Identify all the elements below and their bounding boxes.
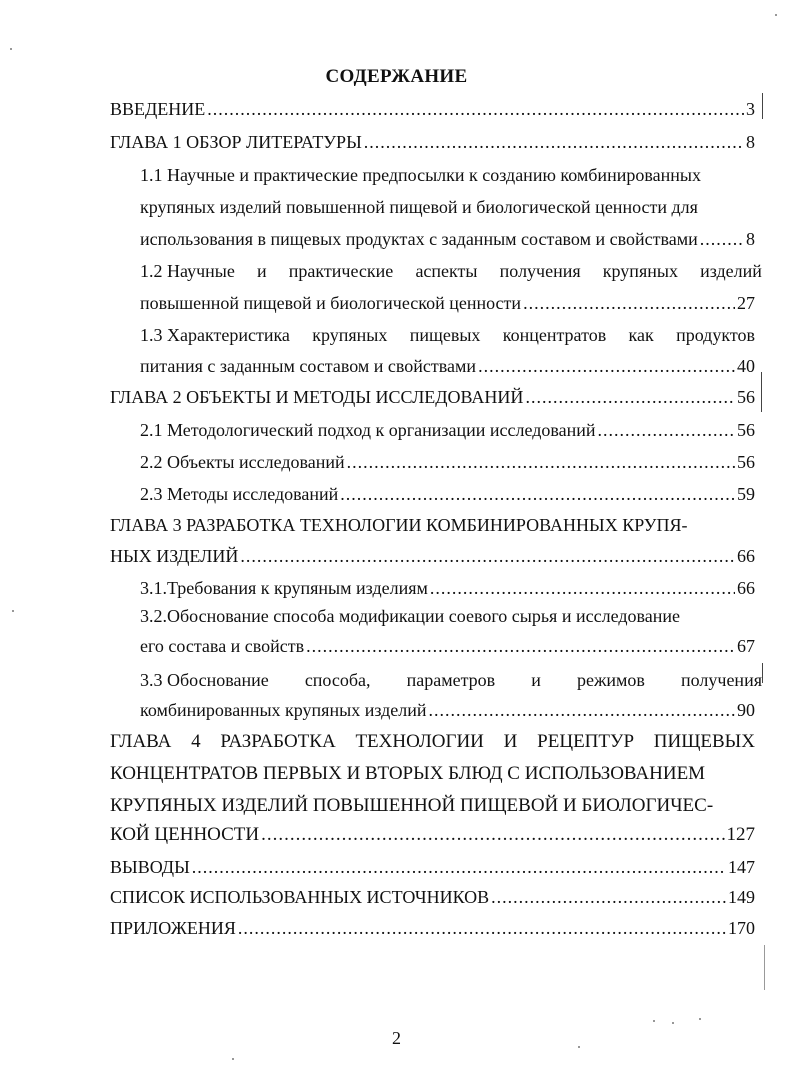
dot-leader [430, 577, 735, 599]
toc-entry-3-2-line-1 [140, 605, 755, 627]
toc-entry-2-1 [140, 419, 755, 441]
toc-page-number: 149 [728, 887, 755, 907]
toc-word: крупяных [602, 261, 678, 281]
toc-entry-label: КОЙ ЦЕННОСТИ [110, 824, 260, 845]
toc-page-number: 127 [726, 824, 755, 845]
toc-entry-1-2-line-1 [140, 260, 762, 282]
toc-entry-label: питания с заданным составом и свойствами [140, 356, 477, 376]
toc-word: и [531, 670, 541, 690]
toc-entry-label: 3.1.Требования к крупяным изделиям [140, 578, 428, 598]
dot-leader [523, 292, 735, 314]
toc-word: получения [499, 261, 581, 281]
toc-entry-label: комбинированных крупяных изделий [140, 700, 427, 720]
toc-entry-1-1-line-2 [140, 196, 755, 218]
toc-entry-label: ВВЕДЕНИЕ [110, 99, 206, 119]
dot-leader [261, 824, 724, 846]
scan-speck [10, 48, 12, 50]
toc-page-number: 67 [737, 636, 755, 656]
toc-entry-label: ВЫВОДЫ [110, 857, 190, 877]
toc-word: получения [681, 670, 762, 690]
dot-leader [525, 386, 735, 408]
toc-entry-appendices [110, 917, 755, 939]
toc-page-number: 56 [737, 452, 755, 472]
scan-speck [699, 1018, 701, 1020]
toc-entry-chapter-2 [110, 386, 755, 408]
toc-entry-label: ПРИЛОЖЕНИЯ [110, 918, 236, 938]
toc-word: РАЗРАБОТКА [220, 731, 336, 752]
dot-leader [340, 483, 735, 505]
toc-entry-label: 1.1 Научные и практические предпосылки к созданию комбинированных [140, 165, 701, 185]
scan-speck [775, 14, 777, 16]
toc-word: И [503, 731, 518, 752]
dot-leader [240, 545, 735, 567]
toc-entry-3-1 [140, 577, 755, 599]
toc-word: 1.2 Научные [140, 261, 235, 281]
toc-entry-1-1-line-1 [140, 164, 755, 186]
toc-word: практические [288, 261, 394, 281]
toc-entry-2-2 [140, 451, 755, 473]
scan-speck [653, 1020, 655, 1022]
dot-leader [347, 451, 735, 473]
dot-leader [598, 419, 735, 441]
toc-word: крупяных [312, 325, 388, 345]
scan-margin-mark [762, 663, 763, 683]
toc-word: 1.3 Характеристика [140, 325, 290, 345]
scan-margin-mark [761, 372, 762, 412]
toc-word: пищевых [409, 325, 481, 345]
toc-word: ТЕХНОЛОГИИ [355, 731, 484, 752]
toc-word: параметров [406, 670, 496, 690]
toc-entry-chapter-4-line-1 [110, 731, 755, 753]
toc-entry-conclusions [110, 856, 755, 878]
toc-entry-label: 2.1 Методологический подход к организации исследований [140, 420, 596, 440]
toc-entry-label: повышенной пищевой и биологической ценности [140, 293, 522, 313]
toc-page-number: 90 [737, 700, 755, 720]
toc-page-number: 170 [728, 918, 755, 938]
toc-entry-label: ГЛАВА 1 ОБЗОР ЛИТЕРАТУРЫ [110, 132, 362, 152]
toc-entry-references [110, 886, 755, 908]
scan-margin-mark [764, 945, 765, 990]
toc-entry-chapter-3-line-2 [110, 545, 755, 567]
dot-leader [429, 699, 735, 721]
dot-leader [238, 917, 726, 939]
dot-leader [192, 856, 726, 878]
toc-word: продуктов [676, 325, 755, 345]
toc-entry-3-3-line-2 [140, 699, 755, 721]
toc-word: режимов [576, 670, 645, 690]
toc-word: аспекты [415, 261, 478, 281]
toc-page-number: 3 [746, 99, 755, 119]
toc-entry-label: крупяных изделий повышенной пищевой и биологической ценности для [140, 197, 698, 217]
toc-entry-1-1-line-3 [140, 228, 755, 250]
dot-leader [306, 635, 735, 657]
toc-entry-label: 2.3 Методы исследований [140, 484, 339, 504]
toc-entry-label: КОНЦЕНТРАТОВ ПЕРВЫХ И ВТОРЫХ БЛЮД С ИСПОЛЬЗОВАНИЕМ [110, 763, 706, 784]
toc-page-number: 56 [737, 387, 755, 407]
toc-entry-label: ГЛАВА 3 РАЗРАБОТКА ТЕХНОЛОГИИ КОМБИНИРОВАННЫХ КРУПЯ- [110, 515, 688, 535]
dot-leader [207, 98, 744, 120]
toc-page-number: 56 [737, 420, 755, 440]
toc-page-number: 59 [737, 484, 755, 504]
toc-entry-label: КРУПЯНЫХ ИЗДЕЛИЙ ПОВЫШЕННОЙ ПИЩЕВОЙ И БИОЛОГИЧЕС- [110, 795, 714, 816]
toc-word: способа, [304, 670, 371, 690]
page-title: СОДЕРЖАНИЕ [325, 66, 468, 87]
toc-page-number: 8 [746, 229, 755, 249]
toc-word: и [257, 261, 267, 281]
toc-word: концентратов [502, 325, 607, 345]
toc-page-number: 27 [737, 293, 755, 313]
toc-entry-intro [110, 98, 755, 120]
toc-entry-label: использования в пищевых продуктах с заданным составом и свойствами [140, 229, 698, 249]
toc-entry-label: 2.2 Объекты исследований [140, 452, 345, 472]
toc-entry-2-3 [140, 483, 755, 505]
toc-entry-label: его состава и свойств [140, 636, 305, 656]
scan-speck [12, 610, 14, 612]
toc-word: ПИЩЕВЫХ [653, 731, 755, 752]
scan-speck [578, 1046, 580, 1048]
toc-entry-chapter-4-line-3 [110, 795, 755, 817]
toc-entry-label: 3.2.Обоснование способа модификации соевого сырья и исследование [140, 606, 680, 626]
toc-entry-1-3-line-2 [140, 355, 755, 377]
dot-leader [478, 355, 735, 377]
scan-speck [232, 1058, 234, 1060]
scan-margin-mark [762, 93, 763, 119]
toc-entry-1-3-line-1 [140, 324, 755, 346]
toc-entry-1-2-line-2 [140, 292, 755, 314]
toc-entry-3-3-line-1 [140, 669, 762, 691]
toc-entry-3-2-line-2 [140, 635, 755, 657]
toc-word: РЕЦЕПТУР [537, 731, 635, 752]
scan-speck [672, 1022, 674, 1024]
toc-entry-label: ГЛАВА 2 ОБЪЕКТЫ И МЕТОДЫ ИССЛЕДОВАНИЙ [110, 387, 524, 407]
toc-word: как [628, 325, 654, 345]
toc-entry-chapter-3-line-1 [110, 514, 755, 536]
toc-entry-label: СПИСОК ИСПОЛЬЗОВАННЫХ ИСТОЧНИКОВ [110, 887, 490, 907]
toc-word: изделий [700, 261, 762, 281]
page-number: 2 [392, 1028, 401, 1048]
dot-leader [700, 228, 744, 250]
toc-word: ГЛАВА [110, 731, 172, 752]
toc-entry-chapter-1 [110, 131, 755, 153]
toc-entry-chapter-4-line-2 [110, 763, 755, 785]
toc-word: 3.3 Обоснование [140, 670, 269, 690]
toc-page-number: 147 [728, 857, 755, 877]
toc-word: 4 [191, 731, 201, 752]
toc-page-number: 66 [737, 578, 755, 598]
dot-leader [491, 886, 726, 908]
toc-entry-label: НЫХ ИЗДЕЛИЙ [110, 546, 239, 566]
toc-entry-chapter-4-line-4 [110, 824, 755, 846]
toc-page-number: 40 [737, 356, 755, 376]
toc-page-number: 8 [746, 132, 755, 152]
toc-page-number: 66 [737, 546, 755, 566]
dot-leader [364, 131, 744, 153]
